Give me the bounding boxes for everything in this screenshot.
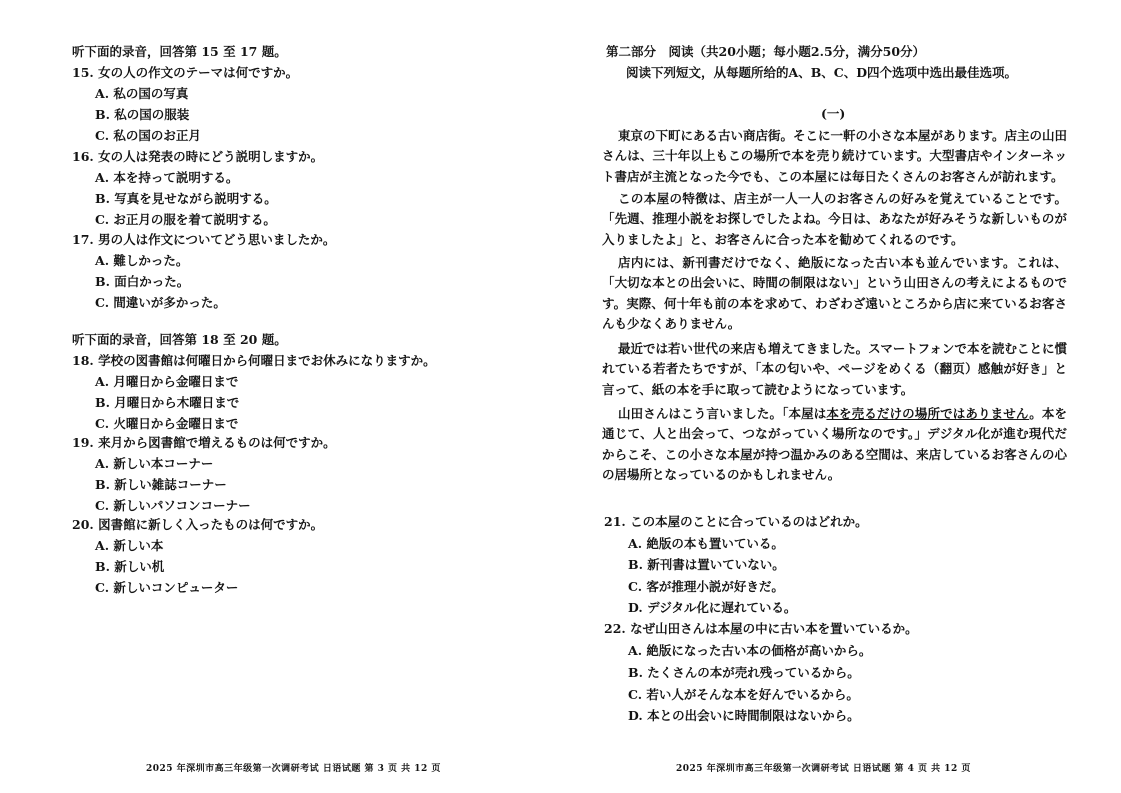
option: B. 月曜日から木曜日まで [95,395,240,410]
option: B. 私の国の服装 [95,107,190,122]
passage-paragraph [602,404,1067,485]
passage-paragraph: 最近では若い世代の来店も増えてきました。スマートフォンで本を読むことに慣れている若者たちですが、「本の匂いや、ページをめくる（翻页）感触が好き」と言って、紙の本を手に取って読むようになっています。 [602,341,1067,397]
option: A. 新しい本 [95,538,164,553]
option: C. 私の国のお正月 [95,128,201,143]
option: A. 絶版になった古い本の価格が高いから。 [628,643,872,658]
option: B. 新刊書は置いていない。 [628,557,785,572]
option: C. 若い人がそんな本を好んでいるから。 [628,687,859,702]
page-footer: 2025 年深圳市高三年级第一次调研考试 日语试题 第 3 页 共 12 页 [146,764,441,774]
left-page [0,0,560,793]
option: C. 間違いが多かった。 [95,295,226,310]
option: B. 面白かった。 [95,274,190,289]
question-stem: 16. 女の人は発表の時にどう説明しますか。 [72,149,324,164]
option: D. デジタル化に遅れている。 [628,600,797,615]
option: A. 月曜日から金曜日まで [95,374,239,389]
paragraph-text: 山田さんはこう言いました。「本屋は [618,406,827,421]
passage-paragraph: 店内には、新刊書だけでなく、絶版になった古い本も並んでいます。これは、「大切な本との出会いに、時間の制限はない」という山田さんの考えによるものです。実際、何十年も前の本を求めて、わざわざ遠いところから店に来ているお客さんも少なくありません。 [602,255,1067,331]
underlined-phrase: 本を売るだけの場所ではありません [826,406,1030,421]
part-title: 第二部分 阅读（共20小题；每小题2.5分，满分50分） [606,44,926,59]
option: B. たくさんの本が売れ残っているから。 [628,665,860,680]
passage-paragraph: 東京の下町にある古い商店街。そこに一軒の小さな本屋があります。店主の山田さんは、三十年以上もこの場所で本を売り続けています。大型書店やインターネット書店が主流となった今でも、この本屋には毎日たくさんのお客さんが訪れます。 [602,128,1068,184]
option: C. 新しいパソコンコーナー [95,498,251,513]
section-instruction: 听下面的录音，回答第 18 至 20 题。 [72,332,287,347]
option: A. 絶版の本も置いている。 [628,536,784,551]
question-stem: 15. 女の人の作文のテーマは何ですか。 [72,65,299,80]
option: C. 火曜日から金曜日まで [95,416,239,431]
option: B. 新しい雑誌コーナー [95,477,227,492]
question-stem: 22. なぜ山田さんは本屋の中に古い本を置いているか。 [604,621,918,636]
option: A. 私の国の写真 [95,86,189,101]
part-instruction: 阅读下列短文，从每题所给的A、B、C、D四个选项中选出最佳选项。 [626,65,1018,80]
option: D. 本との出会いに時間制限はないから。 [628,708,860,723]
question-stem: 19. 来月から図書館で増えるものは何ですか。 [72,435,336,450]
question-stem: 20. 図書館に新しく入ったものは何ですか。 [72,517,324,532]
option: C. 新しいコンピューター [95,580,239,595]
option: B. 新しい机 [95,559,165,574]
paragraph-text: 。本を通じて、人と出会って、つながっていく場所なのです。」デジタル化が進む現代だからこそ、この小さな本屋が持つ温かみのある空間は、来店しているお客さんの心の居場所となっているのかもしれません。 [602,406,1067,482]
question-stem: 21. この本屋のことに合っているのはどれか。 [604,514,868,529]
option: C. 客が推理小説が好きだ。 [628,579,784,594]
section-instruction: 听下面的录音，回答第 15 至 17 题。 [72,44,287,59]
passage-number: (一) [821,106,846,121]
question-stem: 17. 男の人は作文についてどう思いましたか。 [72,232,336,247]
page-footer: 2025 年深圳市高三年级第一次调研考试 日语试题 第 4 页 共 12 页 [676,764,971,774]
passage-paragraph: この本屋の特徴は、店主が一人一人のお客さんの好みを覚えていることです。「先週、推理小説をお探しでしたよね。今日は、あなたが好みそうな新しいものが入りましたよ」と、お客さんに合った本を勧めてくれるのです。 [602,191,1067,247]
option: A. 本を持って説明する。 [95,170,239,185]
option: C. お正月の服を着て説明する。 [95,212,276,227]
option: A. 新しい本コーナー [95,456,214,471]
question-stem: 18. 学校の図書館は何曜日から何曜日までお休みになりますか。 [72,353,436,368]
right-page [560,0,1121,793]
option: A. 難しかった。 [95,253,189,268]
option: B. 写真を見せながら説明する。 [95,191,277,206]
